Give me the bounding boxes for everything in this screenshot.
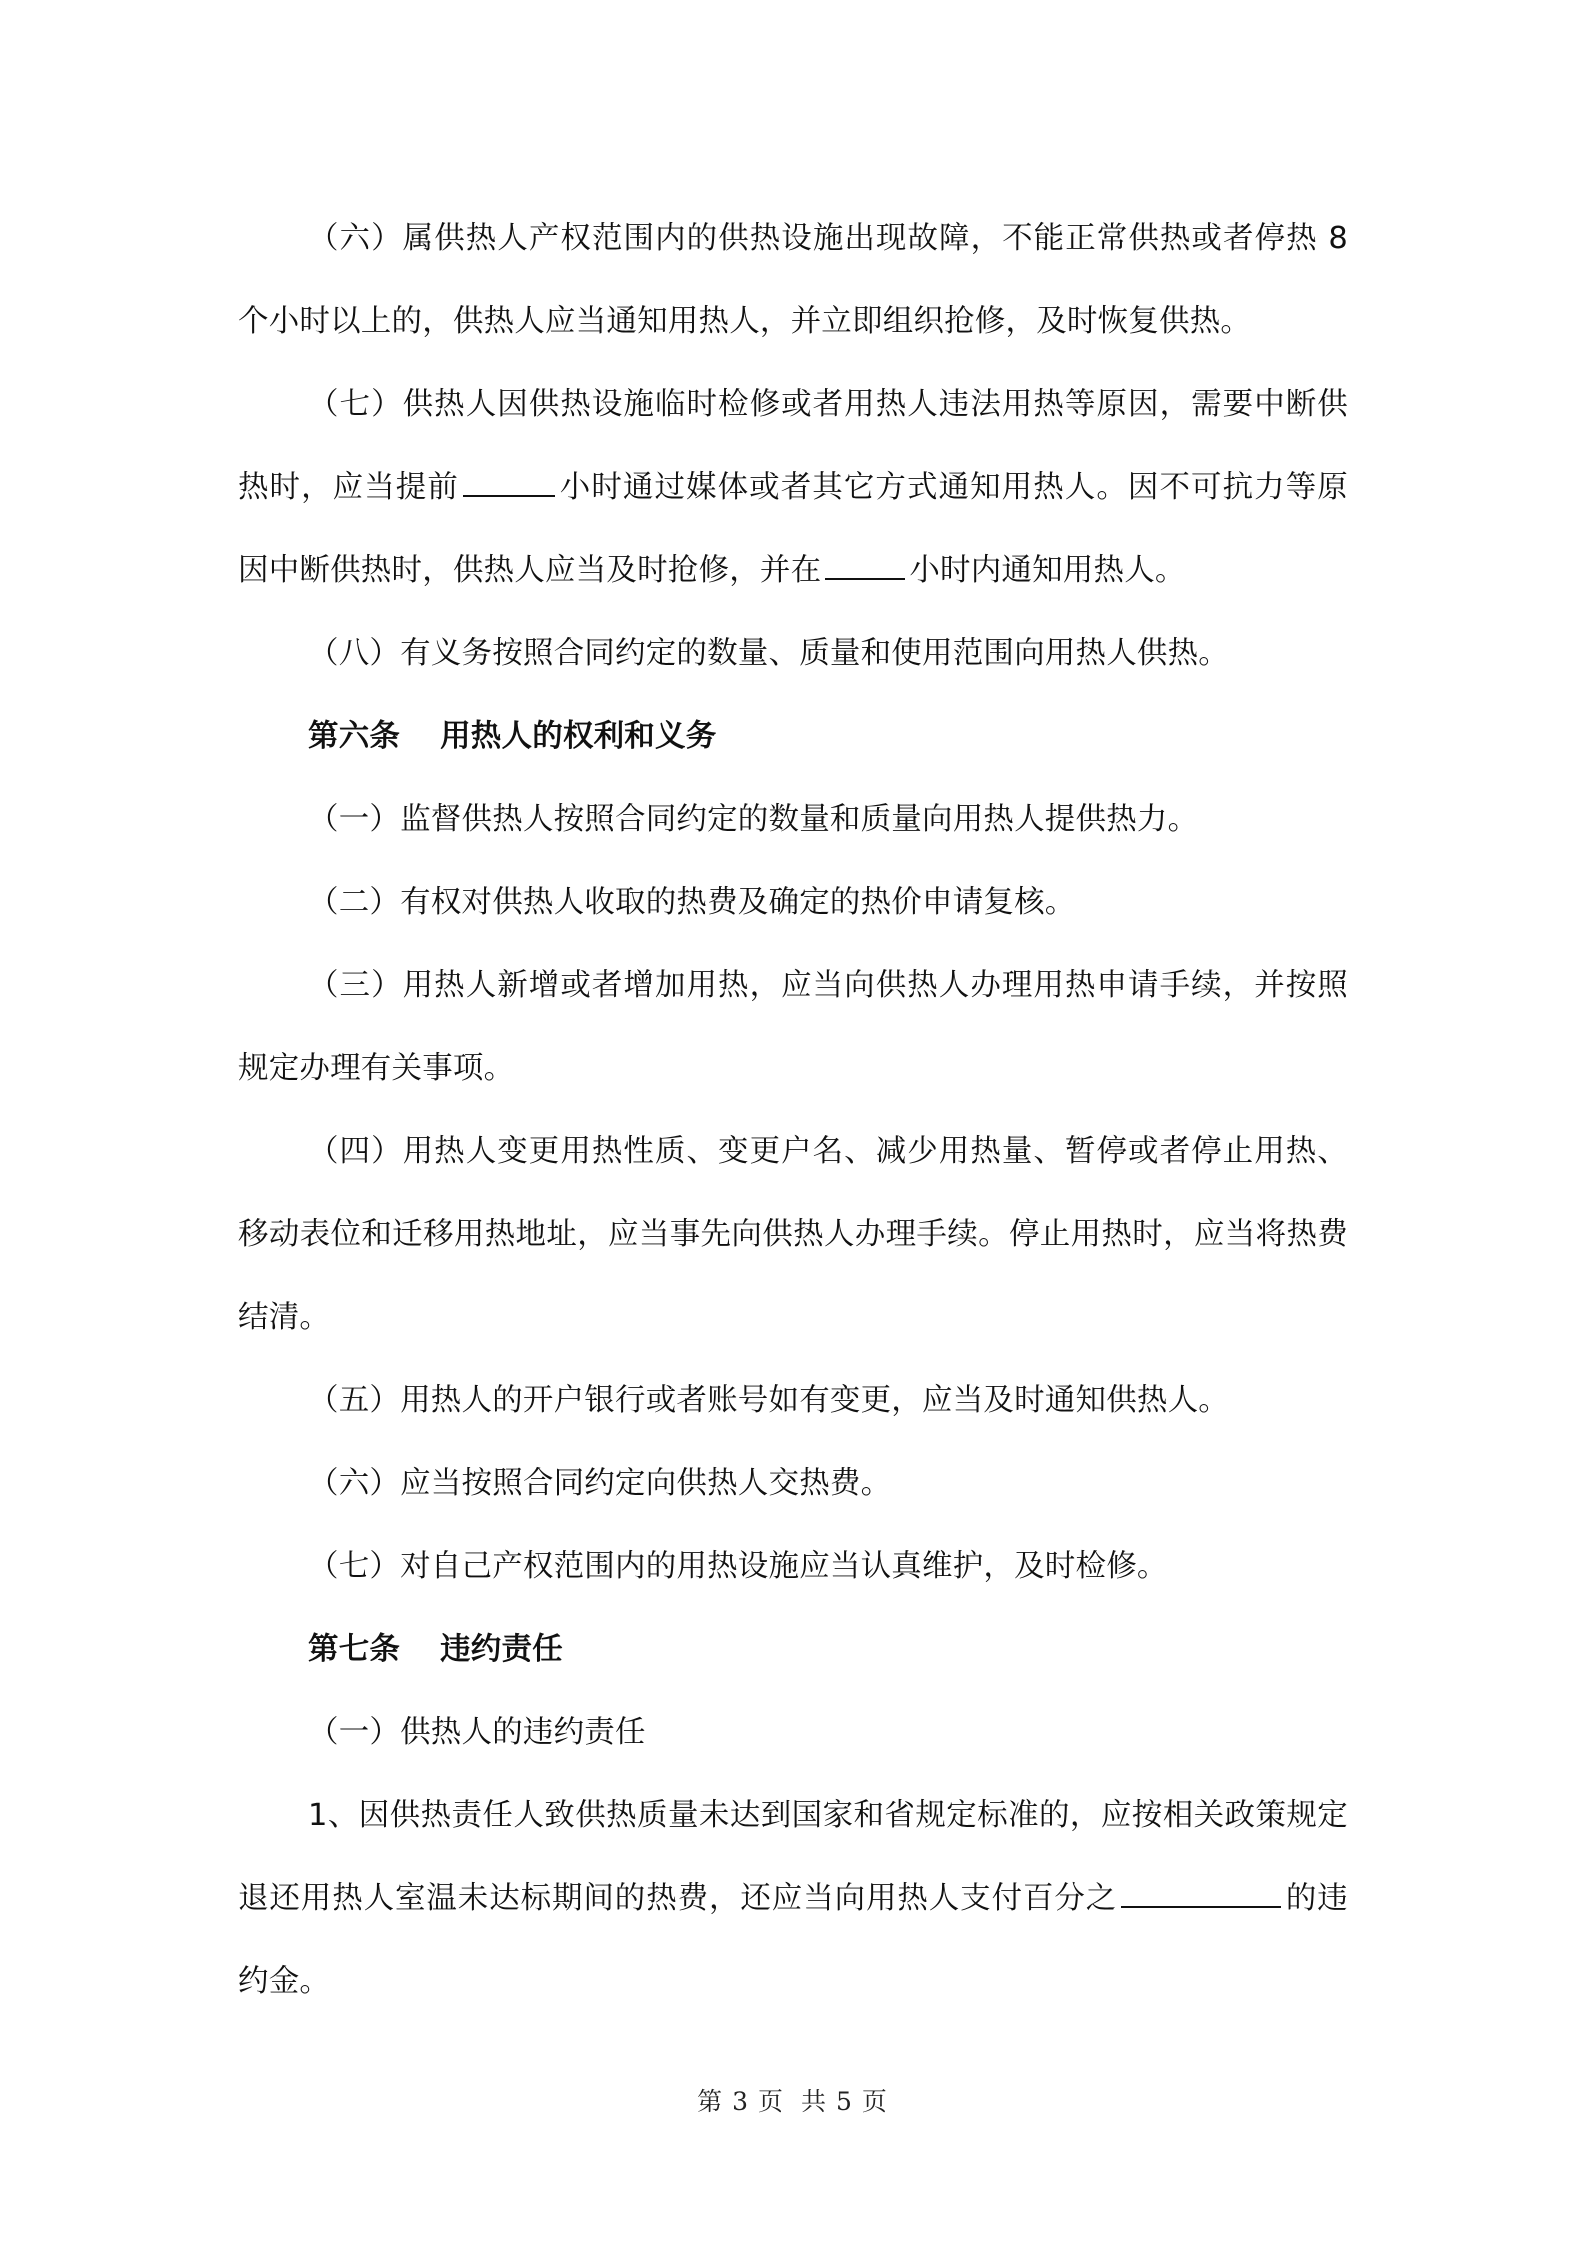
paragraph-user-duty-6: （六）应当按照合同约定向供热人交热费。 <box>308 1466 892 1501</box>
blank-notice-hours[interactable] <box>463 466 555 497</box>
paragraph-user-duty-7: （七）对自己产权范围内的用热设施应当认真维护，及时检修。 <box>308 1549 1168 1584</box>
paragraph-supplier-duty-7 <box>238 363 1348 612</box>
paragraph-text-segment: 1、因供热责任人致供热质量未达到国家和省规定标准的，应按相关政策规定退还用热人室温未达标期间的热费，还应当向用热人支付百分之 <box>238 1798 1348 1916</box>
paragraph-text-segment: （七）供热人因供热设施临时检修或者用热人违法用热等原因，需要中断供热时，应当提前 <box>238 387 1348 505</box>
paragraph-text-segment: 的违约金。 <box>238 1881 1348 1999</box>
blank-notify-hours[interactable] <box>825 549 905 580</box>
paragraph-text-segment: 小时通过媒体或者其它方式通知用热人。因不可抗力等原因中断供热时，供热人应当及时抢修，并在 <box>238 470 1348 588</box>
paragraph-supplier-duty-8: （八）有义务按照合同约定的数量、质量和使用范围向用热人供热。 <box>308 636 1229 671</box>
paragraph-user-duty-5: （五）用热人的开户银行或者账号如有变更，应当及时通知供热人。 <box>308 1383 1229 1418</box>
paragraph-liability-item-1 <box>238 1774 1348 2023</box>
page-total-number: 5 <box>836 2087 854 2116</box>
article-number: 第六条 <box>308 719 401 754</box>
page-label: 页 <box>757 2087 785 2116</box>
page-current-number: 3 <box>732 2087 750 2116</box>
page-label: 共 <box>801 2087 829 2116</box>
page-footer <box>0 2082 1586 2118</box>
paragraph-user-duty-4: （四）用热人变更用热性质、变更户名、减少用热量、暂停或者停止用热、移动表位和迁移用热地址，应当事先向供热人办理手续。停止用热时，应当将热费结清。 <box>238 1134 1348 1335</box>
paragraph-user-right-1: （一）监督供热人按照合同约定的数量和质量向用热人提供热力。 <box>308 802 1199 837</box>
article-heading-7 <box>238 1608 1348 1691</box>
document-body <box>238 197 1348 2023</box>
paragraph-user-duty-3: （三）用热人新增或者增加用热，应当向供热人办理用热申请手续，并按照规定办理有关事项。 <box>238 968 1348 1086</box>
paragraph-supplier-duty-6: （六）属供热人产权范围内的供热设施出现故障，不能正常供热或者停热 8 个小时以上的，供热人应当通知用热人，并立即组织抢修，及时恢复供热。 <box>238 221 1348 339</box>
blank-penalty-percent[interactable] <box>1121 1877 1281 1908</box>
article-title: 用热人的权利和义务 <box>440 719 717 754</box>
page-label: 第 <box>697 2087 725 2116</box>
paragraph-supplier-liability: （一）供热人的违约责任 <box>308 1715 646 1750</box>
article-number: 第七条 <box>308 1632 401 1667</box>
article-title: 违约责任 <box>440 1632 563 1667</box>
page-label: 页 <box>861 2087 889 2116</box>
paragraph-text-segment: 小时内通知用热人。 <box>909 553 1186 588</box>
paragraph-user-right-2: （二）有权对供热人收取的热费及确定的热价申请复核。 <box>308 885 1076 920</box>
article-heading-6 <box>238 695 1348 778</box>
